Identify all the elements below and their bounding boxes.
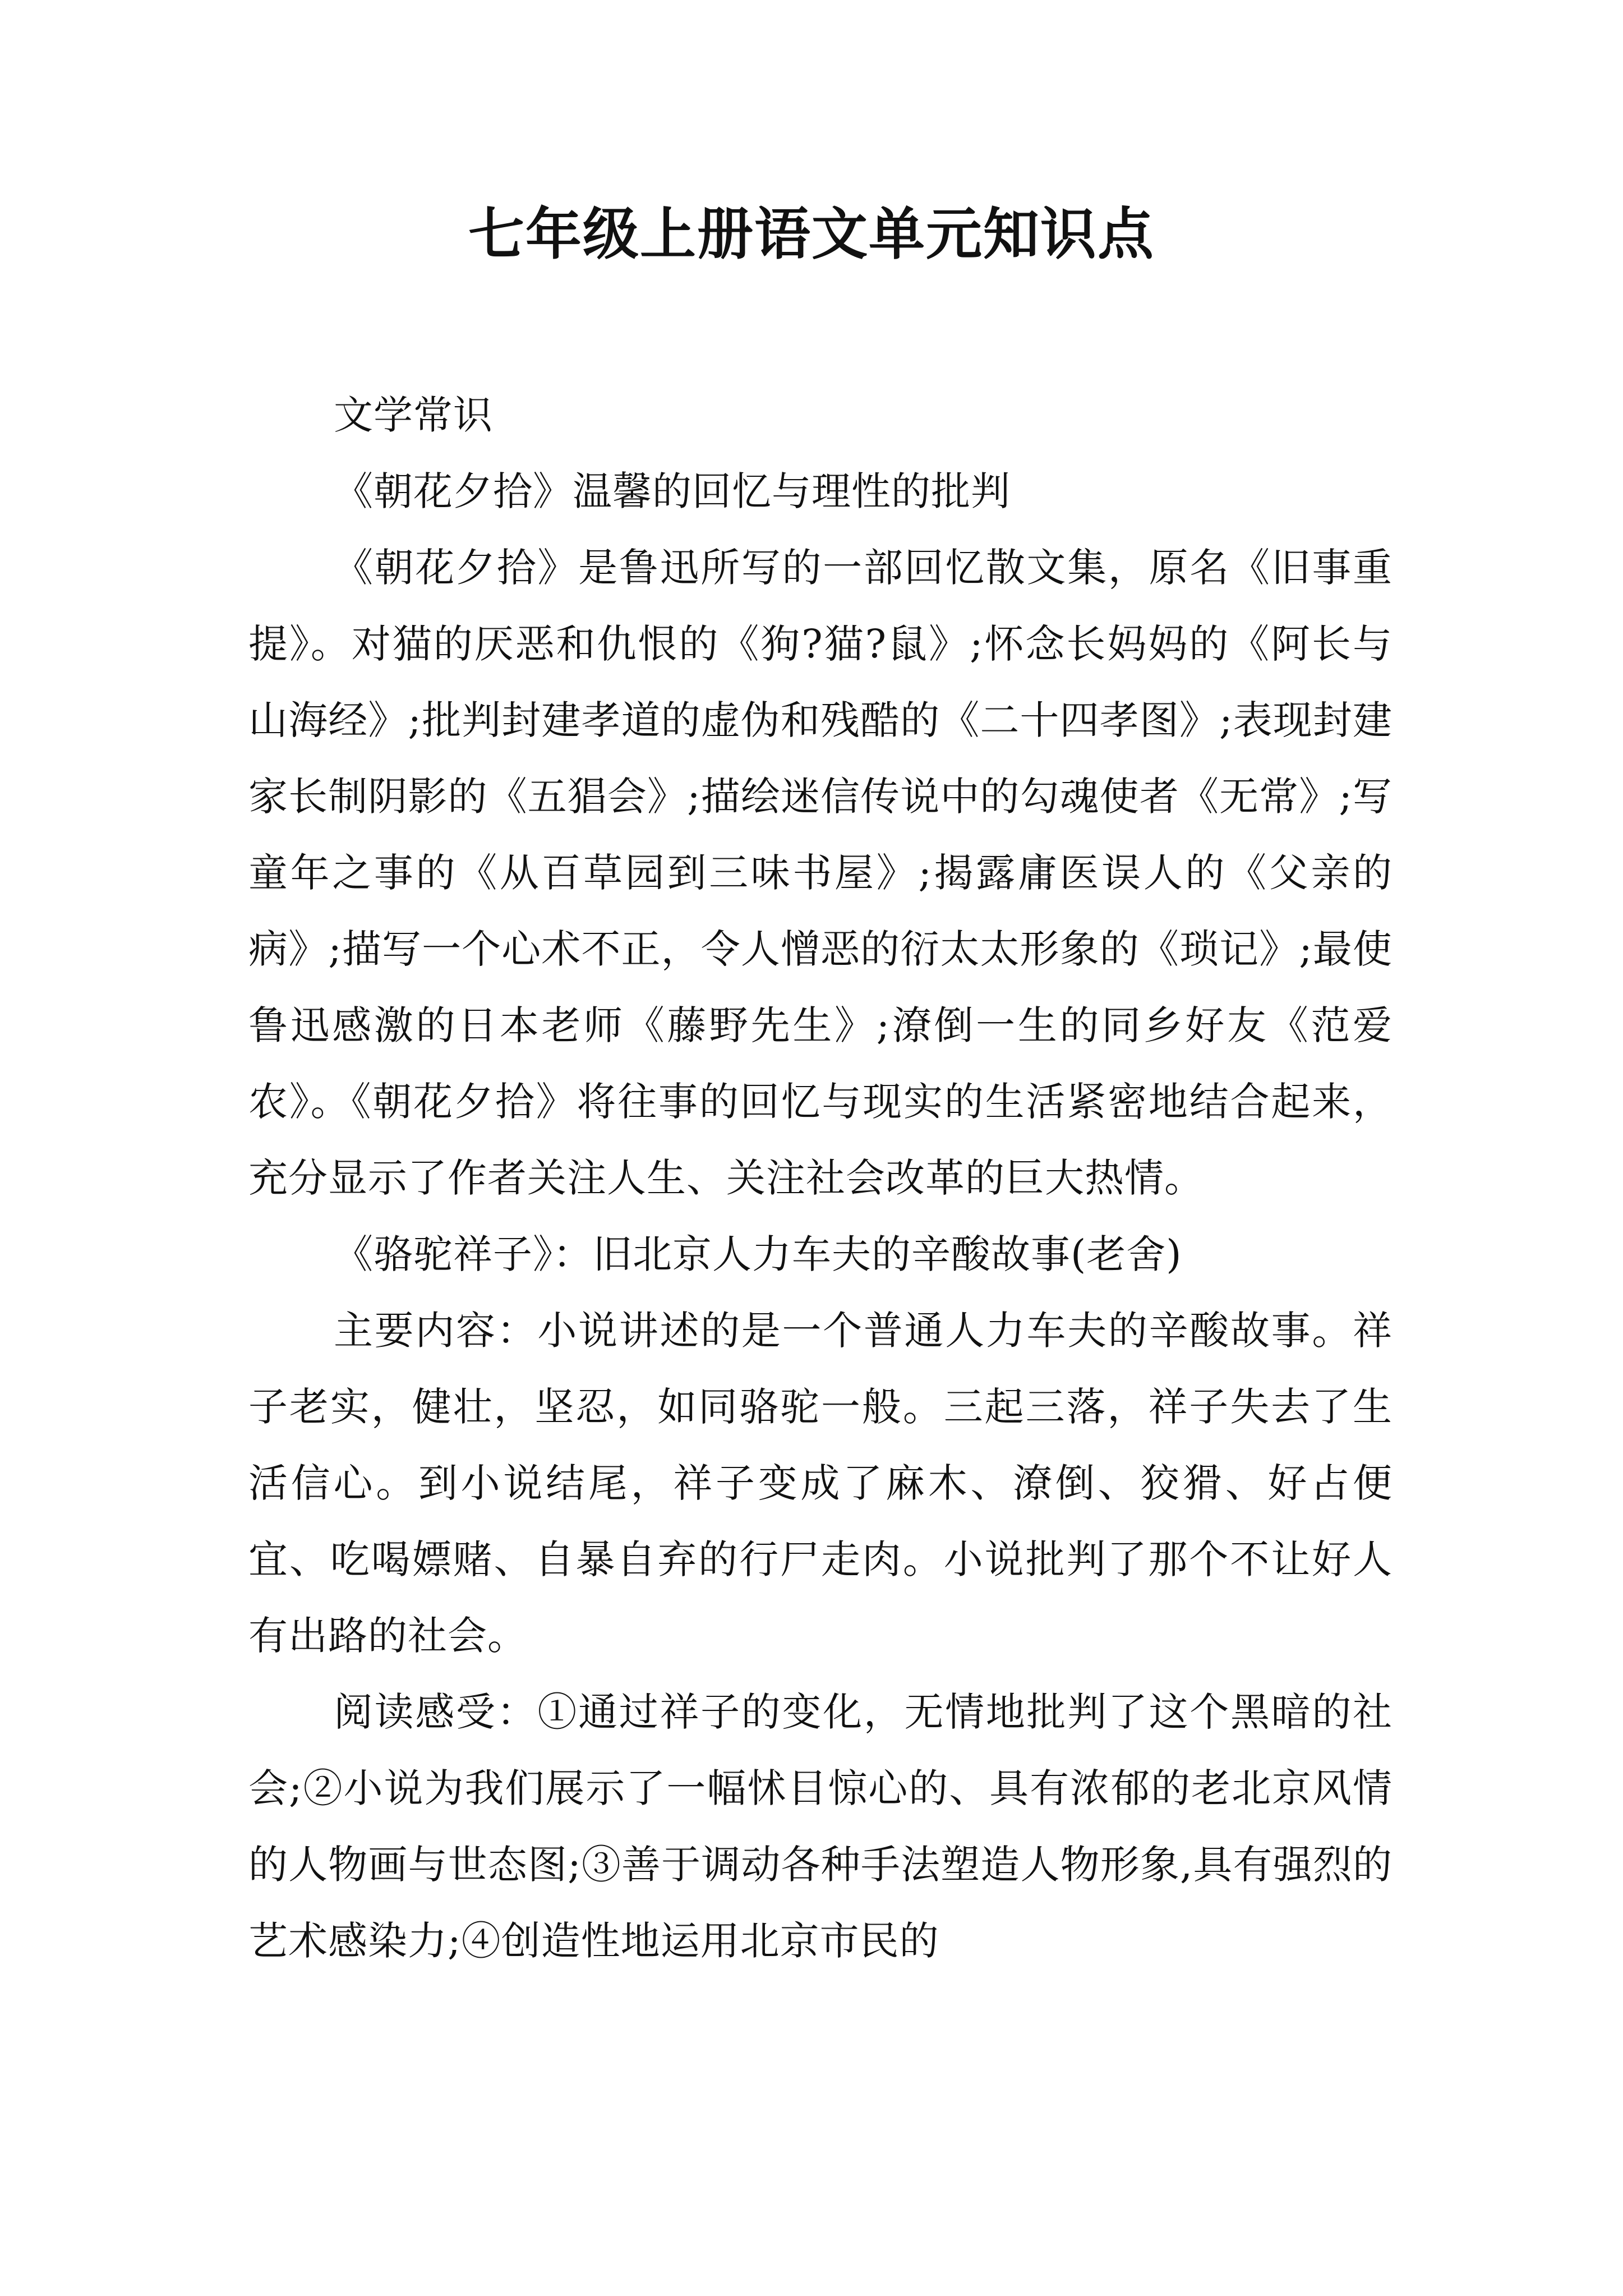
subheading-luotuoxiangzi: 《骆驼祥子》：旧北京人力车夫的辛酸故事(老舍) (334, 1231, 1182, 1277)
document-title: 七年级上册语文单元知识点 (468, 201, 1155, 267)
section-heading-literary-knowledge: 文学常识 (334, 392, 493, 438)
paragraph-main-content: 主要内容：小说讲述的是一个普通人力车夫的辛酸故事。祥子老实，健壮，坚忍，如同骆驼一般。三起三落，祥子失去了生活信心。到小说结尾，祥子变成了麻木、潦倒、狡猾、好占便宜、吃喝嫖赌、自暴自弃的行尸走肉。小说批判了那个不让好人有出路的社会。 (248, 1308, 1393, 1659)
document-body (248, 377, 1393, 1979)
paragraph-zhaohuaxishi-summary: 《朝花夕拾》是鲁迅所写的一部回忆散文集，原名《旧事重提》。对猫的厌恶和仇恨的《狗?猫?鼠》;怀念长妈妈的《阿长与山海经》;批判封建孝道的虚伪和残酷的《二十四孝图》;表现封建家长制阴影的《五猖会》;描绘迷信传说中的勾魂使者《无常》;写童年之事的《从百草园到三味书屋》;揭露庸医误人的《父亲的病》;描写一个心术不正，令人憎恶的衍太太形象的《琐记》;最使鲁迅感激的日本老师《藤野先生》;潦倒一生的同乡好友《范爱农》。《朝花夕拾》将往事的回忆与现实的生活紧密地结合起来，充分显示了作者关注人生、关注社会改革的巨大热情。 (248, 545, 1393, 1201)
paragraph-reading-impressions: 阅读感受：①通过祥子的变化，无情地批判了这个黑暗的社会;②小说为我们展示了一幅怵目惊心的、具有浓郁的老北京风情的人物画与世态图;③善于调动各种手法塑造人物形象,具有强烈的艺术感染力;④创造性地运用北京市民的 (248, 1689, 1393, 1964)
subheading-zhaohuaxishi: 《朝花夕拾》温馨的回忆与理性的批判 (334, 468, 1011, 514)
